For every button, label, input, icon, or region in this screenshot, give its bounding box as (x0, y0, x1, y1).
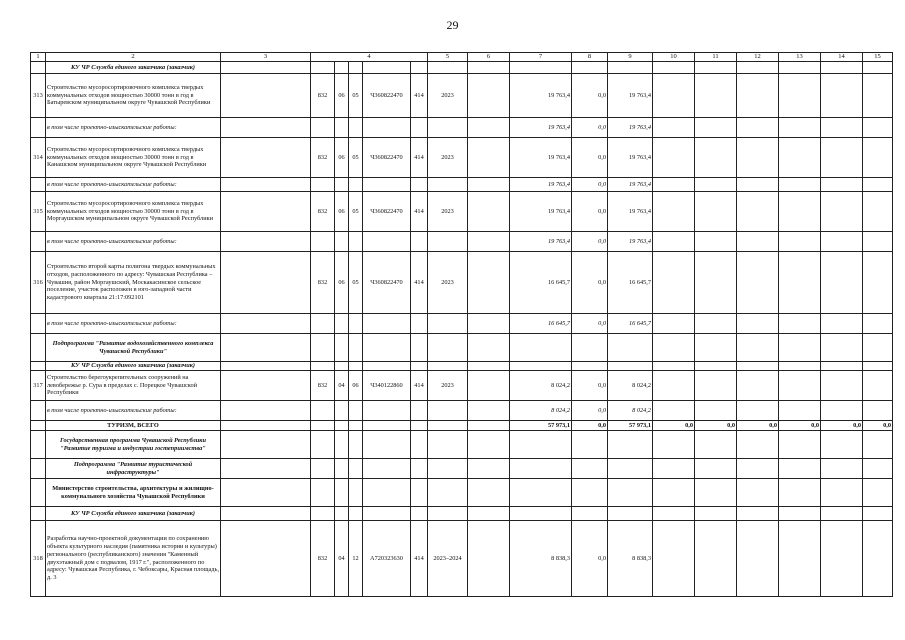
total-value: 0,0 (653, 421, 695, 431)
value-republic: 19 763,4 (608, 118, 653, 138)
value-federal: 0,0 (572, 521, 608, 597)
budget-code: 832 (311, 192, 335, 232)
row-number: 318 (31, 521, 46, 597)
expense-code: 414 (411, 371, 428, 401)
expense-code: 414 (411, 74, 428, 118)
total-value: 0,0 (779, 421, 821, 431)
table-row (31, 314, 893, 334)
table-row (31, 74, 893, 118)
agency-label: КУ ЧР Служба единого заказчика (заказчик) (46, 362, 221, 371)
program-label: Государственная программа Чувашской Республики "Развитие туризма и индустрии гостеприимства" (46, 431, 221, 459)
column-number-row (31, 53, 893, 62)
col-header: 3 (221, 53, 311, 62)
value-republic: 19 763,4 (608, 74, 653, 118)
agency-label: КУ ЧР Служба единого заказчика (заказчик) (46, 62, 221, 74)
value-total: 19 763,4 (510, 74, 572, 118)
total-value: 0,0 (863, 421, 893, 431)
note-label: в том числе проектно-изыскательские работы: (46, 178, 221, 192)
row-number: 314 (31, 138, 46, 178)
col-header: 8 (572, 53, 608, 62)
value-total: 19 763,4 (510, 118, 572, 138)
table-row (31, 507, 893, 521)
expense-code: 414 (411, 138, 428, 178)
budget-code: 832 (311, 138, 335, 178)
period: 2023–2024 (428, 521, 468, 597)
subsection-code: 05 (349, 192, 363, 232)
col-header: 11 (695, 53, 737, 62)
table-row (31, 252, 893, 314)
expense-code: 414 (411, 521, 428, 597)
col-header: 14 (821, 53, 863, 62)
ministry-label: Министерство строительства, архитектуры и жилищно-коммунального хозяйства Чувашской Республики (46, 479, 221, 507)
target-code: Ч360822470 (363, 192, 411, 232)
col-header: 2 (46, 53, 221, 62)
section-code: 06 (335, 74, 349, 118)
period: 2023 (428, 192, 468, 232)
object-name: Строительство берегоукрепительных сооружений на левобережье р. Сура в пределах с. Порецкое Чувашской Республики (46, 371, 221, 401)
section-code: 06 (335, 252, 349, 314)
table-row (31, 192, 893, 232)
agency-label: КУ ЧР Служба единого заказчика (заказчик) (46, 507, 221, 521)
table-row (31, 118, 893, 138)
subsection-code: 05 (349, 74, 363, 118)
col-header: 13 (779, 53, 821, 62)
budget-code: 832 (311, 74, 335, 118)
object-name: Строительство мусоросортировочного комплекса твердых коммунальных отходов мощностью 30000 тонн в год в Батыревском муниципальном округе Чувашской Республики (46, 74, 221, 118)
budget-code: 832 (311, 252, 335, 314)
table-row (31, 232, 893, 252)
object-name: Строительство второй карты полигона твердых коммунальных отходов, расположенного по адресу: Чувашская Республика – Чувашия, район Моргаушский, Москакасинское сельское поселение, участок расположен в юго-западной части кадастрового квартала 21:17:092101 (46, 252, 221, 314)
table-row (31, 178, 893, 192)
value-federal: 0,0 (572, 178, 608, 192)
row-number: 315 (31, 192, 46, 232)
table-row (31, 459, 893, 479)
value-total: 19 763,4 (510, 178, 572, 192)
total-value: 0,0 (572, 421, 608, 431)
subsection-code: 12 (349, 521, 363, 597)
total-value: 57 973,1 (510, 421, 572, 431)
note-label: в том числе проектно-изыскательские работы: (46, 118, 221, 138)
total-value: 0,0 (821, 421, 863, 431)
total-value: 0,0 (695, 421, 737, 431)
value-total: 19 763,4 (510, 232, 572, 252)
note-label: в том числе проектно-изыскательские работы: (46, 232, 221, 252)
col-header: 12 (737, 53, 779, 62)
investment-table (30, 52, 893, 597)
col-header: 5 (428, 53, 468, 62)
value-federal: 0,0 (572, 252, 608, 314)
value-federal: 0,0 (572, 138, 608, 178)
value-total: 16 645,7 (510, 252, 572, 314)
col-header: 15 (863, 53, 893, 62)
value-republic: 8 024,2 (608, 401, 653, 421)
value-republic: 19 763,4 (608, 192, 653, 232)
value-republic: 8 838,3 (608, 521, 653, 597)
note-label: в том числе проектно-изыскательские работы: (46, 401, 221, 421)
value-republic: 19 763,4 (608, 138, 653, 178)
note-label: в том числе проектно-изыскательские работы: (46, 314, 221, 334)
value-republic: 8 024,2 (608, 371, 653, 401)
value-total: 16 645,7 (510, 314, 572, 334)
budget-code: 832 (311, 521, 335, 597)
target-code: Ч360822470 (363, 138, 411, 178)
value-federal: 0,0 (572, 401, 608, 421)
value-federal: 0,0 (572, 118, 608, 138)
row-number: 316 (31, 252, 46, 314)
col-header: 4 (311, 53, 428, 62)
section-code: 06 (335, 192, 349, 232)
subprogram-label: Подпрограмма "Развитие туристической инфраструктуры" (46, 459, 221, 479)
subprogram-label: Подпрограмма "Развитие водохозяйственного комплекса Чувашской Республики" (46, 334, 221, 362)
period: 2023 (428, 138, 468, 178)
subsection-code: 06 (349, 371, 363, 401)
section-code: 06 (335, 138, 349, 178)
col-header: 1 (31, 53, 46, 62)
target-code: А720323630 (363, 521, 411, 597)
value-republic: 16 645,7 (608, 314, 653, 334)
value-total: 19 763,4 (510, 192, 572, 232)
section-code: 04 (335, 521, 349, 597)
value-federal: 0,0 (572, 232, 608, 252)
object-name: Строительство мусоросортировочного комплекса твердых коммунальных отходов мощностью 30000 тонн в год в Моргаушском муниципальном округе Чувашской Республики (46, 192, 221, 232)
value-federal: 0,0 (572, 314, 608, 334)
table-row (31, 401, 893, 421)
subsection-code: 05 (349, 138, 363, 178)
col-header: 6 (468, 53, 510, 62)
value-federal: 0,0 (572, 192, 608, 232)
target-code: Ч360822470 (363, 252, 411, 314)
total-value: 0,0 (737, 421, 779, 431)
table-row (31, 521, 893, 597)
table-row (31, 362, 893, 371)
target-code: Ч340122860 (363, 371, 411, 401)
table-row (31, 138, 893, 178)
value-total: 8 838,3 (510, 521, 572, 597)
row-number: 317 (31, 371, 46, 401)
total-label: ТУРИЗМ, ВСЕГО (46, 421, 221, 431)
row-number: 313 (31, 74, 46, 118)
col-header: 9 (608, 53, 653, 62)
section-code: 04 (335, 371, 349, 401)
expense-code: 414 (411, 192, 428, 232)
period: 2023 (428, 252, 468, 314)
page-number: 29 (446, 18, 459, 32)
period: 2023 (428, 371, 468, 401)
table-row (31, 431, 893, 459)
table-row (31, 62, 893, 74)
expense-code: 414 (411, 252, 428, 314)
col-header: 10 (653, 53, 695, 62)
col-header: 7 (510, 53, 572, 62)
table-row (31, 334, 893, 362)
value-total: 8 024,2 (510, 401, 572, 421)
value-republic: 16 645,7 (608, 252, 653, 314)
table-row (31, 371, 893, 401)
total-row (31, 421, 893, 431)
object-name: Строительство мусоросортировочного комплекса твердых коммунальных отходов мощностью 30000 тонн в год в Канашском муниципальном округе Чувашской Республики (46, 138, 221, 178)
value-republic: 19 763,4 (608, 232, 653, 252)
value-total: 8 024,2 (510, 371, 572, 401)
table-row (31, 479, 893, 507)
total-value: 57 973,1 (608, 421, 653, 431)
target-code: Ч360822470 (363, 74, 411, 118)
value-federal: 0,0 (572, 371, 608, 401)
value-federal: 0,0 (572, 74, 608, 118)
value-republic: 19 763,4 (608, 178, 653, 192)
subsection-code: 05 (349, 252, 363, 314)
object-name: Разработка научно-проектной документации по сохранению объекта культурного наследия (памятника истории и культуры) регионального (республиканского) значения "Каменный двухэтажный дом с подвалом, 1917 г.", расположенного по адресу: Чувашская Республика, г. Чебоксары, Красная площадь, д. 3 (46, 521, 221, 597)
period: 2023 (428, 74, 468, 118)
budget-code: 832 (311, 371, 335, 401)
value-total: 19 763,4 (510, 138, 572, 178)
